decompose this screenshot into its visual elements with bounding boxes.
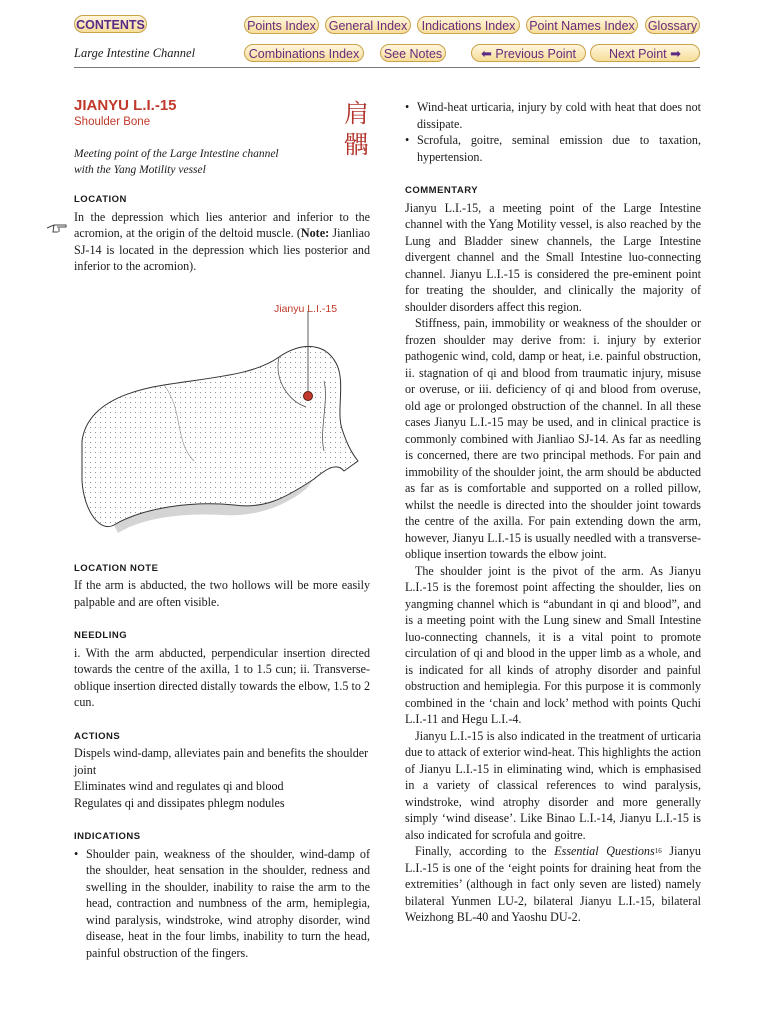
commentary-paragraph: Jianyu L.I.-15, a meeting point of the Large Intestine channel with the Yang Motility vessel, is also reached by the Lung and Bladder sinew channels, the Large Intestine divergent channel and the Small Intestine luo-connecting channel. Jianyu L.I.-15 is considered the pre-eminent point for treating the shoulder, and clinically the majority of shoulder disorders affect this region. xyxy=(405,200,701,314)
indications-heading: INDICATIONS xyxy=(74,831,141,842)
arm-drawing xyxy=(74,311,370,551)
jianyu-point-marker xyxy=(304,391,313,400)
commentary-paragraph: Stiffness, pain, immobility or weakness of the shoulder or frozen shoulder may derive from: i. injury by exterior pathogenic wind, cold, damp or heat, i.e. painful obstruction, ii. stagnation of qi and blood from traumatic injury, misuse or overuse, or iii. deficiency of qi and blood from overuse, old age or prolonged obstruction of the channel. In all these cases Jianyu L.I.-15 may be used, and in clinical practice is commonly combined with Jianliao SJ-14. As far as needling is concerned, there are two principal methods. For pain and immobility of the shoulder joint, the arm should be abducted as far as is comfortable and supported on a rolled pillow, whilst the needle is directed into the shoulder joint towards the centre of the axilla. For pain extending down the arm, however, Jianyu L.I.-15 is usually needled with a transverse-oblique insertion towards the elbow joint. xyxy=(405,316,701,561)
next-point-button[interactable] xyxy=(590,44,700,62)
previous-point-label: Previous Point xyxy=(495,47,576,61)
location-text: In the depression which lies anterior and inferior to the acromion, at the origin of the deltoid muscle. (Note: Jianliao SJ-14 is located in the depression which lies posterior and inferior to the acromion). xyxy=(74,209,370,273)
points-index-button[interactable]: Points Index xyxy=(244,16,319,34)
commentary-paragraph: Jianyu L.I.-15 is also indicated in the treatment of urticaria due to attack of exterior wind-heat. This highlights the action of Jianyu L.I.-15 in eliminating wind, which is emphasised in a variety of classical references to wind paralysis, windstroke, wind atrophy disorder and more generally simply ‘wind disease’. Like Binao L.I.-14, Jianyu L.I.-15 is also indicated for scrofula and goitre. xyxy=(405,728,701,842)
point-title: JIANYU L.I.-15 xyxy=(74,97,177,114)
illustration-label: Jianyu L.I.-15 xyxy=(274,302,338,315)
indications-index-button[interactable]: Indications Index xyxy=(417,16,520,34)
contents-button[interactable]: CONTENTS xyxy=(74,15,147,33)
see-notes-button[interactable]: See Notes xyxy=(380,44,446,62)
footnote-ref[interactable]: 16 xyxy=(654,847,662,855)
right-column xyxy=(405,99,701,926)
location-note-text: If the arm is abducted, the two hollows will be more easily palpable and are often visible. xyxy=(74,578,370,609)
header-divider xyxy=(74,67,700,68)
combinations-index-button[interactable]: Combinations Index xyxy=(244,44,364,62)
commentary-paragraph: The shoulder joint is the pivot of the arm. As Jianyu L.I.-15 is the foremost point affecting the shoulder, lies on yangming channel which is “abundant in qi and blood”, and is a meeting point with the Lung sinew and Small Intestine luo-connecting channels, it is a vital point to promote circulation of qi and blood in the upper limb as a whole, and is indicated for all kinds of atrophy disorder and painful obstruction and hemiplegia. For this purpose it is commonly combined in the ‘chain and lock’ method with points Quchi L.I.-11 and Hegu L.I.-4. xyxy=(405,563,701,726)
action-item: Dispels wind-damp, alleviates pain and benefits the shoulder joint xyxy=(74,746,369,777)
note-label: Note: xyxy=(300,226,330,240)
meeting-point-note: Meeting point of the Large Intestine channel with the Yang Motility vessel xyxy=(74,148,279,176)
commentary-heading: COMMENTARY xyxy=(405,185,479,196)
needling-heading: NEEDLING xyxy=(74,630,128,641)
indication-item: • Wind-heat urticaria, injury by cold with heat that does not dissipate. xyxy=(405,99,701,132)
left-column xyxy=(74,97,370,961)
needling-text: i. With the arm abducted, perpendicular insertion directed towards the centre of the axilla, 1 to 1.5 cun; ii. Transverse-oblique insertion directed distally towards the elbow, 1.5 to 2 cun. xyxy=(74,645,370,709)
action-item: Eliminates wind and regulates qi and blood xyxy=(74,779,284,793)
indication-item: • Shoulder pain, weakness of the shoulder, wind-damp of the shoulder, heat sensation in the shoulder, redness and swelling in the shoulder, inability to raise the arm to the head, contraction and numbness of the arm, hemiplegia, wind paralysis, windstroke, wind atrophy disorder, wind disease, heat in the four limbs, inability to turn the head, painful obstruction of the fingers. xyxy=(74,846,370,962)
source-title: Essential Questions xyxy=(554,844,655,858)
next-point-label: Next Point xyxy=(608,47,667,61)
general-index-button[interactable]: General Index xyxy=(325,16,411,34)
arrow-right-icon: ➡ xyxy=(670,46,682,61)
pointing-hand-icon xyxy=(46,221,68,235)
shoulder-illustration xyxy=(74,289,370,551)
commentary-paragraph: Finally, according to the Essential Questions$^{16}$ Jianyu L.I.-15 is one of the ‘eight points for draining heat from the extremities’ (although in fact only seven are listed) namely bilateral Yunmen LU-2, bilateral Jianyu L.I.-15, bilateral Weizhong BL-40 and Yaoshu DU-2. xyxy=(405,844,701,924)
point-english-name: Shoulder Bone xyxy=(74,116,151,128)
previous-point-button[interactable] xyxy=(471,44,586,62)
indication-item: • Scrofula, goitre, seminal emission due to taxation, hypertension. xyxy=(405,132,701,165)
indications-list xyxy=(74,846,370,962)
section-title: Large Intestine Channel xyxy=(74,46,196,60)
glossary-button[interactable]: Glossary xyxy=(645,16,700,34)
actions-heading: ACTIONS xyxy=(74,730,121,742)
point-names-index-button[interactable]: Point Names Index xyxy=(526,16,638,34)
location-heading: LOCATION xyxy=(74,194,127,205)
chinese-characters: 肩髃 xyxy=(344,99,370,159)
indications-list-continued xyxy=(405,99,701,165)
arrow-left-icon: ⬅ xyxy=(481,46,492,61)
action-item: Regulates qi and dissipates phlegm nodules xyxy=(74,795,285,810)
location-note-heading: LOCATION NOTE xyxy=(74,562,159,574)
